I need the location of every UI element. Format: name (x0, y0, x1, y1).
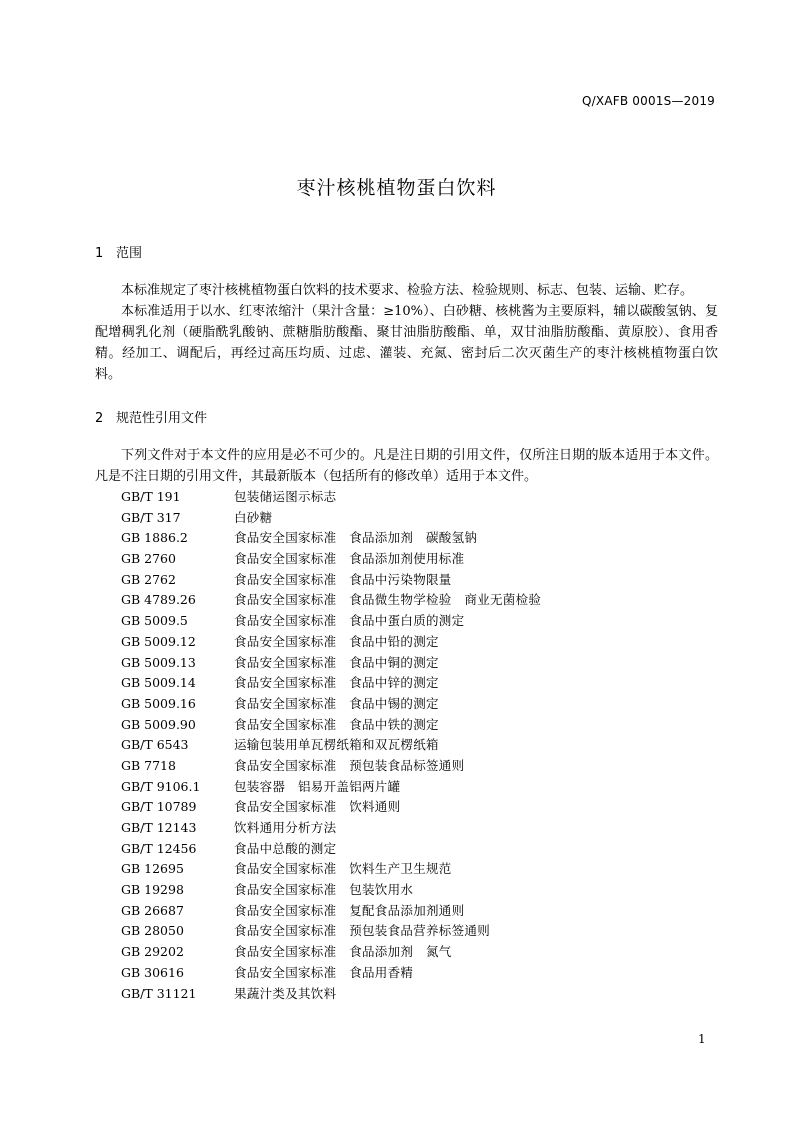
reference-title: 食品安全国家标准 食品中蛋白质的测定 (234, 613, 465, 629)
reference-code: GB 19298 (121, 882, 184, 898)
section-heading-text: 范围 (116, 246, 143, 261)
reference-title: 食品安全国家标准 食品中铁的测定 (234, 716, 439, 732)
reference-code: GB 4789.26 (121, 592, 196, 608)
reference-title: 包装储运图示标志 (234, 489, 337, 504)
section-number: 1 (95, 246, 104, 261)
reference-row (121, 818, 681, 839)
reference-row (121, 984, 681, 1005)
reference-title: 食品安全国家标准 食品中铜的测定 (234, 654, 439, 670)
reference-code: GB 5009.12 (121, 633, 196, 649)
reference-list (121, 487, 681, 1004)
reference-row (121, 735, 681, 756)
reference-code: GB 5009.13 (121, 654, 196, 670)
reference-title: 食品安全国家标准 食品中污染物限量 (234, 571, 452, 587)
reference-row (121, 901, 681, 922)
reference-row (121, 942, 681, 963)
reference-row (121, 570, 681, 591)
reference-row (121, 715, 681, 736)
reference-row (121, 487, 681, 508)
reference-title: 运输包装用单瓦楞纸箱和双瓦楞纸箱 (234, 737, 439, 753)
reference-row (121, 859, 681, 880)
reference-code: GB 5009.16 (121, 695, 196, 711)
reference-title: 食品安全国家标准 食品用香精 (234, 964, 414, 980)
reference-code: GB 29202 (121, 944, 184, 960)
reference-code: GB 12695 (121, 861, 184, 877)
reference-row (121, 777, 681, 798)
reference-row (121, 963, 681, 984)
reference-title: 食品安全国家标准 饮料生产卫生规范 (234, 861, 452, 877)
reference-title: 饮料通用分析方法 (234, 820, 337, 835)
reference-code: GB 7718 (121, 757, 176, 773)
reference-title: 食品安全国家标准 食品微生物学检验 商业无菌检验 (234, 592, 542, 608)
reference-title: 食品安全国家标准 食品中锌的测定 (234, 675, 439, 691)
reference-code: GB/T 10789 (121, 799, 197, 815)
scope-paragraph-1: 本标准规定了枣汁核桃植物蛋白饮料的技术要求、检验方法、检验规则、标志、包装、运输、贮存。 (121, 283, 694, 298)
reference-title: 食品中总酸的测定 (234, 840, 337, 856)
reference-row (121, 508, 681, 529)
section-2-heading (95, 407, 207, 426)
reference-title: 包装容器 铝易开盖铝两片罐 (234, 778, 401, 794)
reference-title: 食品安全国家标准 饮料通则 (234, 799, 401, 815)
reference-row (121, 797, 681, 818)
reference-code: GB 1886.2 (121, 530, 188, 546)
reference-row (121, 632, 681, 653)
reference-row (121, 653, 681, 674)
reference-code: GB 5009.5 (121, 613, 188, 629)
reference-row (121, 528, 681, 549)
reference-code: GB/T 12456 (121, 840, 197, 856)
reference-title: 白砂糖 (234, 509, 273, 525)
reference-title: 食品安全国家标准 食品添加剂使用标准 (234, 551, 465, 567)
reference-code: GB/T 6543 (121, 737, 189, 753)
reference-code: GB/T 317 (121, 509, 181, 525)
reference-code: GB 5009.90 (121, 716, 196, 732)
reference-row (121, 549, 681, 570)
section-number: 2 (95, 411, 104, 426)
reference-title: 食品安全国家标准 食品添加剂 氮气 (234, 944, 452, 960)
reference-title: 食品安全国家标准 食品中铅的测定 (234, 633, 439, 649)
reference-title: 食品安全国家标准 预包装食品营养标签通则 (234, 923, 491, 939)
reference-code: GB/T 191 (121, 489, 181, 504)
document-code: Q/XAFB 0001S—2019 (582, 94, 715, 108)
reference-code: GB/T 31121 (121, 985, 197, 1001)
reference-code: GB 26687 (121, 902, 184, 918)
reference-title: 果蔬汁类及其饮料 (234, 985, 337, 1001)
scope-paragraph-2: 本标准适用于以水、红枣浓缩汁（果汁含量：≥10%）、白砂糖、核桃酱为主要原料，辅以碳酸氢钠、复配增稠乳化剂（硬脂酰乳酸钠、蔗糖脂肪酸酯、聚甘油脂肪酸酯、单，双甘油脂肪酸酯、黄原胶）、食用香精。经加工、调配后，再经过高压均质、过虑、灌装、充氮、密封后二次灭菌生产的枣汁核桃植物蛋白饮料。 (95, 304, 718, 382)
reference-row (121, 839, 681, 860)
reference-row (121, 921, 681, 942)
reference-title: 食品安全国家标准 复配食品添加剂通则 (234, 902, 465, 918)
reference-row (121, 694, 681, 715)
references-intro-paragraph: 下列文件对于本文件的应用是必不可少的。凡是注日期的引用文件，仅所注日期的版本适用于本文件。凡是不注日期的引用文件，其最新版本（包括所有的修改单）适用于本文件。 (95, 448, 718, 484)
section-heading-text: 规范性引用文件 (116, 411, 208, 426)
reference-title: 食品安全国家标准 预包装食品标签通则 (234, 757, 465, 773)
reference-title: 食品安全国家标准 食品添加剂 碳酸氢钠 (234, 530, 478, 546)
reference-code: GB/T 9106.1 (121, 778, 201, 794)
reference-row (121, 880, 681, 901)
reference-code: GB/T 12143 (121, 820, 197, 835)
reference-code: GB 5009.14 (121, 675, 196, 691)
reference-row (121, 756, 681, 777)
reference-title: 食品安全国家标准 包装饮用水 (234, 882, 414, 898)
reference-row (121, 611, 681, 632)
reference-row (121, 673, 681, 694)
reference-code: GB 28050 (121, 923, 184, 939)
reference-title: 食品安全国家标准 食品中锡的测定 (234, 695, 439, 711)
document-title: 枣汁核桃植物蛋白饮料 (296, 177, 497, 199)
section-1-heading (95, 242, 142, 261)
reference-code: GB 2762 (121, 571, 176, 587)
reference-code: GB 2760 (121, 551, 176, 567)
reference-code: GB 30616 (121, 964, 184, 980)
page-number: 1 (698, 1032, 706, 1046)
reference-row (121, 590, 681, 611)
